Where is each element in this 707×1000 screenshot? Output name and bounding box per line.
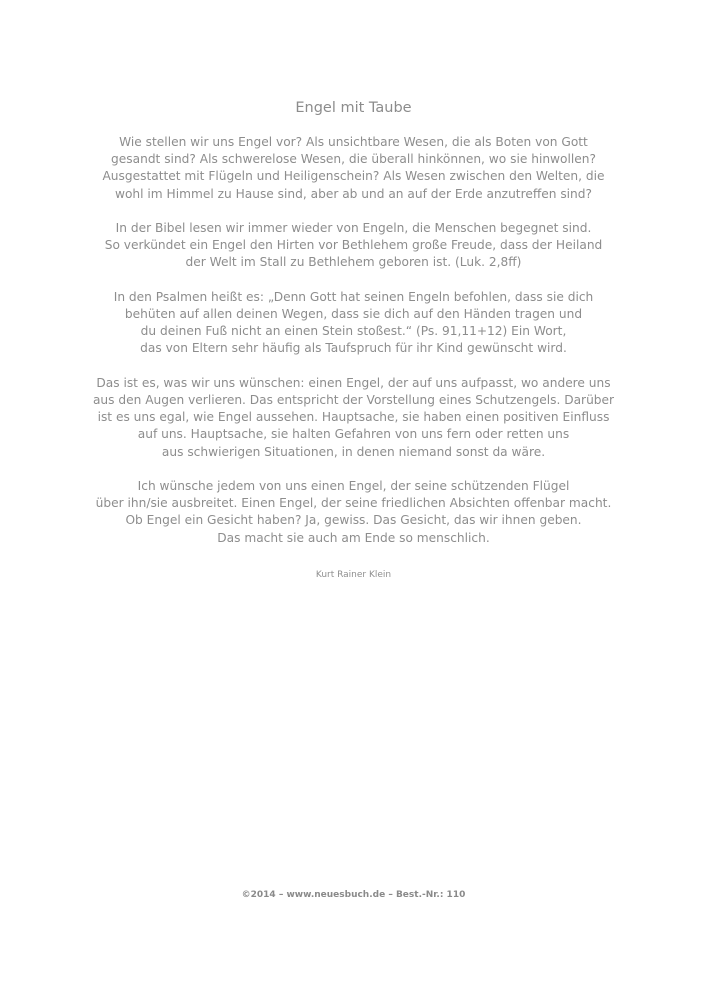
paragraph-line: Ich wünsche jedem von uns einen Engel, der seine schützenden Flügel xyxy=(137,479,570,493)
paragraph-line: In der Bibel lesen wir immer wieder von Engeln, die Menschen begegnet sind. xyxy=(115,221,592,235)
paragraph-line: Wie stellen wir uns Engel vor? Als unsichtbare Wesen, die als Boten von Gott xyxy=(119,135,588,149)
paragraph-2 xyxy=(0,220,707,272)
paragraph-line: auf uns. Hauptsache, sie halten Gefahren von uns fern oder retten uns xyxy=(137,427,570,442)
paragraph-line: wohl im Himmel zu Hause sind, aber ab und an auf der Erde anzutreffen sind? xyxy=(115,186,592,201)
paragraph-line: du deinen Fuß nicht an einen Stein stoßest.“ (Ps. 91,11+12) Ein Wort, xyxy=(140,324,567,339)
paragraph-line: Ausgestattet mit Flügeln und Heiligenschein? Als Wesen zwischen den Welten, die xyxy=(102,169,605,184)
paragraph-line: ist es uns egal, wie Engel aussehen. Hauptsache, sie haben einen positiven Einfluss xyxy=(97,410,610,425)
paragraph-line: das von Eltern sehr häufig als Taufspruch für ihr Kind gewünscht wird. xyxy=(140,341,567,356)
paragraph-line: Das ist es, was wir uns wünschen: einen Engel, der auf uns aufpasst, wo andere uns xyxy=(96,375,611,390)
paragraph-line: behüten auf allen deinen Wegen, dass sie dich auf den Händen tragen und xyxy=(124,307,583,321)
paragraph-line: Ob Engel ein Gesicht haben? Ja, gewiss. Das Gesicht, das wir ihnen geben. xyxy=(125,513,582,528)
paragraph-line: aus schwierigen Situationen, in denen niemand sonst da wäre. xyxy=(161,444,546,459)
paragraph-3 xyxy=(0,289,707,358)
paragraph-line: aus den Augen verlieren. Das entspricht der Vorstellung eines Schutzengels. Darüber xyxy=(92,393,615,407)
paragraph-5 xyxy=(0,478,707,547)
author-name: Kurt Rainer Klein xyxy=(315,570,392,580)
copyright-footer: ©2014 – www.neuesbuch.de – Best.-Nr.: 110 xyxy=(241,890,466,900)
paragraph-4 xyxy=(0,375,707,461)
paragraph-line: über ihn/sie ausbreitet. Einen Engel, der seine friedlichen Absichten offenbar macht. xyxy=(95,496,612,511)
paragraph-line: So verkündet ein Engel den Hirten vor Bethlehem große Freude, dass der Heiland xyxy=(104,238,603,253)
paragraph-1 xyxy=(0,134,707,203)
paragraph-line: Das macht sie auch am Ende so menschlich. xyxy=(217,530,490,545)
paragraph-line: der Welt im Stall zu Bethlehem geboren ist. (Luk. 2,8ff) xyxy=(185,255,522,270)
document-body xyxy=(0,134,707,564)
paragraph-line: gesandt sind? Als schwerelose Wesen, die überall hinkönnen, wo sie hinwollen? xyxy=(111,152,596,167)
paragraph-line: In den Psalmen heißt es: „Denn Gott hat seinen Engeln befohlen, dass sie dich xyxy=(113,289,594,304)
document-title: Engel mit Taube xyxy=(295,100,412,116)
